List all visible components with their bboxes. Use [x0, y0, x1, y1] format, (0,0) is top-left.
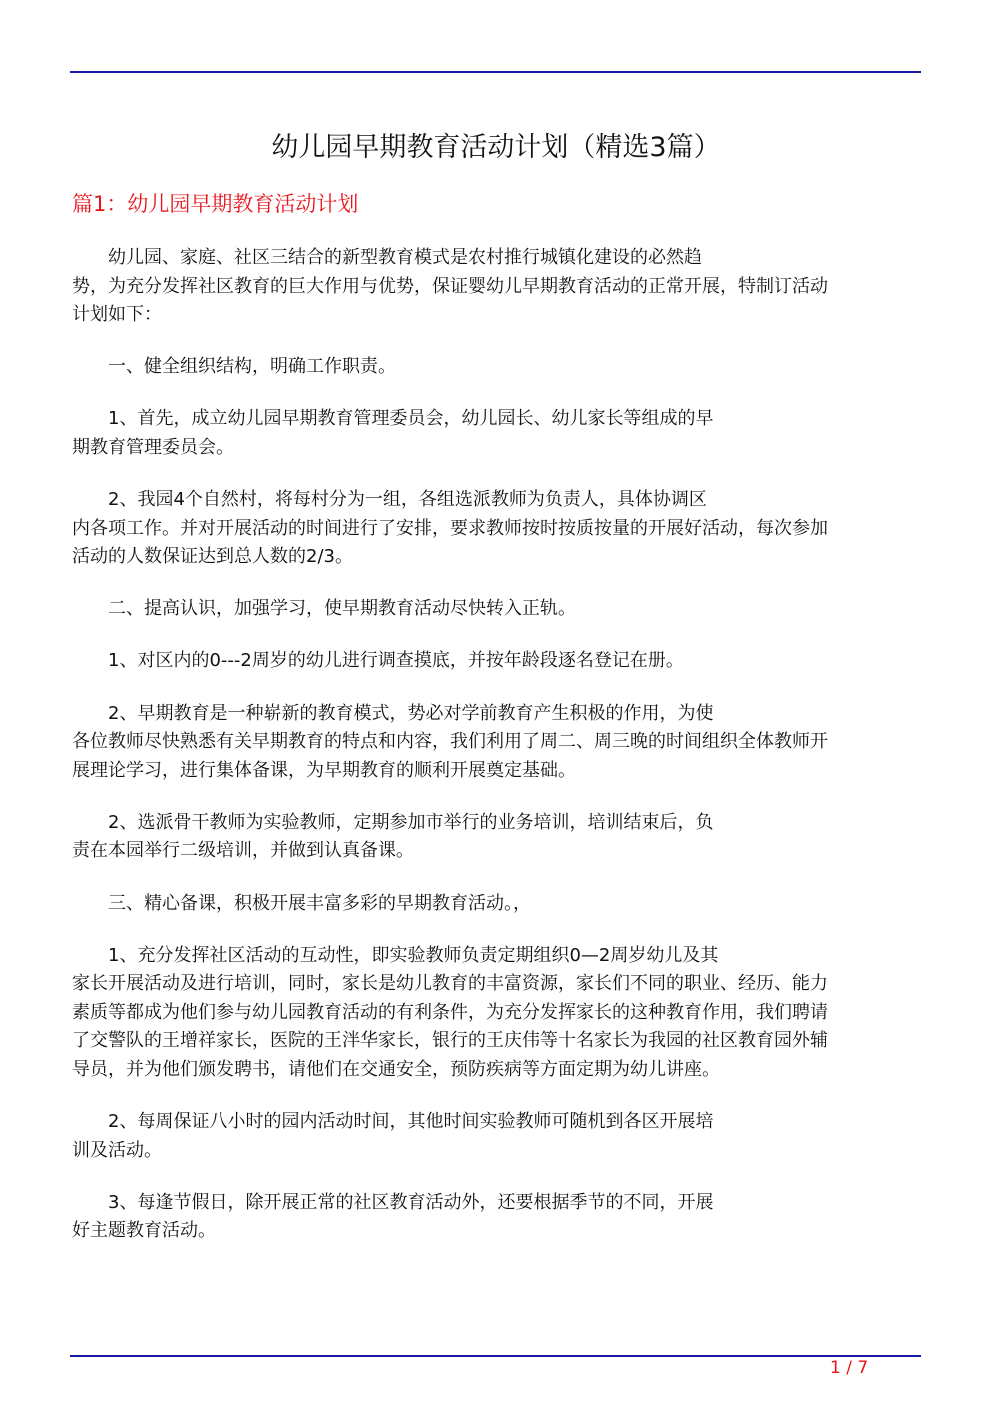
paragraph-line: 计划如下：	[72, 304, 162, 326]
paragraph-line: 2、我园4个自然村，将每村分为一组，各组选派教师为负责人，具体协调区	[108, 489, 707, 511]
paragraph-line: 责在本园举行二级培训，并做到认真备课。	[72, 840, 414, 862]
paragraph-line: 1、对区内的0---2周岁的幼儿进行调查摸底，并按年龄段逐名登记在册。	[108, 650, 684, 672]
paragraph-line: 了交警队的王增祥家长，医院的王泮华家长，银行的王庆伟等十名家长为我园的社区教育园外辅	[72, 1030, 828, 1052]
paragraph	[72, 595, 914, 624]
paragraph-line: 二、提高认识，加强学习，使早期教育活动尽快转入正轨。	[108, 598, 576, 620]
paragraph	[72, 647, 914, 676]
paragraph	[72, 1108, 914, 1165]
document-body	[72, 244, 914, 1269]
paragraph-line: 势，为充分发挥社区教育的巨大作用与优势，保证婴幼儿早期教育活动的正常开展，特制订活动	[72, 275, 828, 297]
paragraph-line: 3、每逢节假日，除开展正常的社区教育活动外，还要根据季节的不同，开展	[108, 1191, 714, 1213]
paragraph-line: 内各项工作。并对开展活动的时间进行了安排，要求教师按时按质按量的开展好活动，每次参加	[72, 517, 828, 539]
paragraph-line: 活动的人数保证达到总人数的2/3。	[72, 546, 353, 568]
paragraph-line: 素质等都成为他们参与幼儿园教育活动的有利条件，为充分发挥家长的这种教育作用，我们聘请	[72, 1001, 828, 1023]
page-number: 1 / 7	[830, 1358, 869, 1378]
header-rule	[70, 71, 921, 73]
document-title: 幼儿园早期教育活动计划（精选3篇）	[271, 132, 721, 163]
paragraph-line: 期教育管理委员会。	[72, 436, 234, 458]
paragraph-line: 好主题教育活动。	[72, 1220, 216, 1242]
paragraph	[72, 486, 914, 572]
paragraph-line: 幼儿园、家庭、社区三结合的新型教育模式是农村推行城镇化建设的必然趋	[108, 247, 702, 268]
paragraph	[72, 700, 914, 786]
paragraph	[72, 942, 914, 1085]
paragraph-line: 2、选派骨干教师为实验教师，定期参加市举行的业务培训，培训结束后，负	[108, 811, 714, 833]
paragraph-line: 2、早期教育是一种崭新的教育模式，势必对学前教育产生积极的作用，为使	[108, 702, 714, 724]
paragraph	[72, 890, 914, 919]
paragraph-line: 三、精心备课，积极开展丰富多彩的早期教育活动。，	[108, 892, 531, 914]
paragraph	[72, 244, 914, 330]
section-heading: 篇1：幼儿园早期教育活动计划	[72, 192, 359, 216]
paragraph	[72, 405, 914, 462]
paragraph-line: 训及活动。	[72, 1139, 162, 1161]
paragraph-line: 各位教师尽快熟悉有关早期教育的特点和内容，我们利用了周二、周三晚的时间组织全体教师开	[72, 731, 828, 753]
footer-rule	[70, 1355, 921, 1357]
paragraph-line: 1、首先，成立幼儿园早期教育管理委员会，幼儿园长、幼儿家长等组成的早	[108, 408, 714, 430]
paragraph-line: 展理论学习，进行集体备课，为早期教育的顺利开展奠定基础。	[72, 759, 576, 781]
paragraph	[72, 1189, 914, 1246]
paragraph-line: 导员，并为他们颁发聘书，请他们在交通安全，预防疾病等方面定期为幼儿讲座。	[72, 1058, 720, 1080]
paragraph	[72, 353, 914, 382]
paragraph-line: 一、健全组织结构，明确工作职责。	[108, 356, 396, 378]
paragraph-line: 家长开展活动及进行培训，同时，家长是幼儿教育的丰富资源，家长们不同的职业、经历、能力	[72, 973, 828, 995]
paragraph	[72, 809, 914, 866]
paragraph-line: 1、充分发挥社区活动的互动性，即实验教师负责定期组织0—2周岁幼儿及其	[108, 944, 719, 966]
paragraph-line: 2、每周保证八小时的园内活动时间，其他时间实验教师可随机到各区开展培	[108, 1111, 714, 1133]
